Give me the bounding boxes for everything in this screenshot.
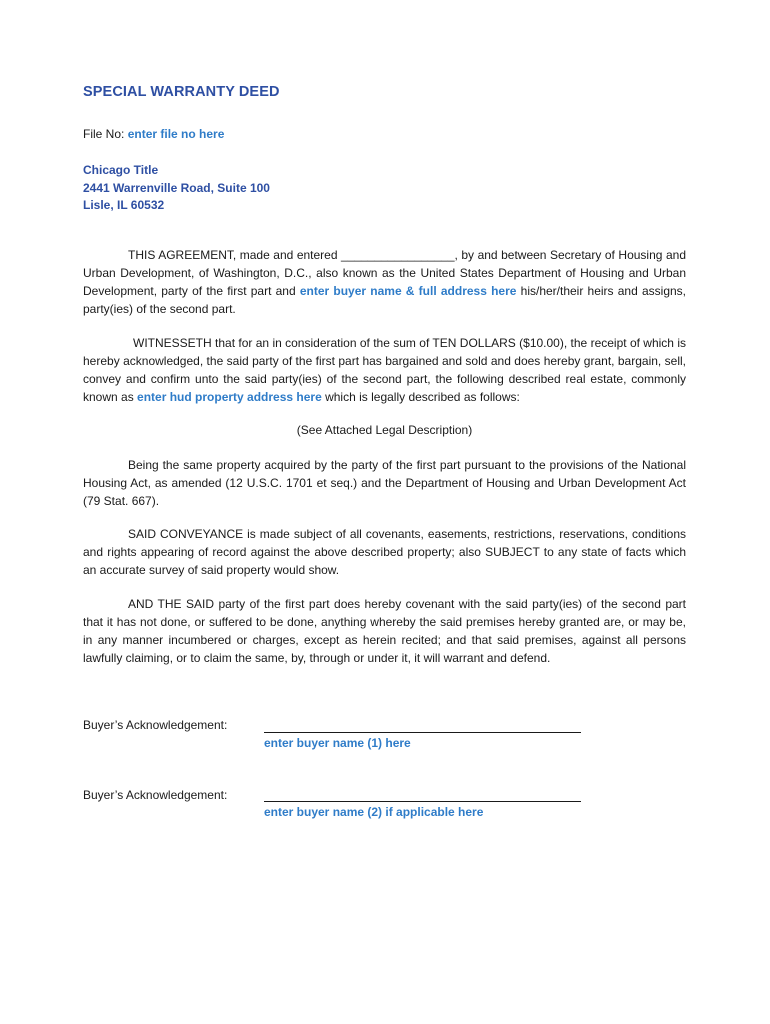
conveyance-paragraph: SAID CONVEYANCE is made subject of all covenants, easements, restrictions, reservations, conditions and rights appearing of record against the above described property; also SUBJECT to any state of facts which an accurate survey of said property would show. [83, 527, 686, 577]
address-line-company: Chicago Title [83, 163, 159, 177]
address-line-street: 2441 Warrenville Road, Suite 100 [83, 180, 270, 195]
buyer-name-field-2[interactable]: enter buyer name (2) if applicable here [264, 805, 484, 819]
witnesseth-text-end: which is legally described as follows: [321, 390, 520, 404]
agreement-text-start: THIS AGREEMENT, made and entered _________________, by and between Secretary of Housing and Urban Development, of Washington, D.C., also known as the United States Department of Housing and Urban Development, party of the first part and [83, 248, 686, 298]
signature-line-2[interactable] [264, 801, 581, 802]
witnesseth-paragraph [83, 334, 686, 406]
agreement-paragraph [83, 246, 686, 318]
file-number-field[interactable]: enter file no here [127, 127, 225, 141]
legal-description-note: (See Attached Legal Description) [296, 423, 473, 437]
file-number-label: File No: [83, 127, 125, 141]
buyer-acknowledgement-label-1: Buyer’s Acknowledgement: [83, 718, 228, 732]
agreement-text-end: his/her/their heirs and assigns, party(ies) of the second part. [83, 284, 687, 316]
file-number-line [83, 127, 224, 141]
address-line-city: Lisle, IL 60532 [83, 198, 165, 212]
witnesseth-text-start: WITNESSETH that for an in consideration of the sum of TEN DOLLARS ($10.00), the receipt of which is hereby acknowledged, the said party of the first part has bargained and sold and does hereby grant, bargain, sell, convey and confirm unto the said party(ies) of the second part, the following described real estate, commonly known as [83, 336, 686, 404]
buyer-acknowledgement-label-2: Buyer’s Acknowledgement: [83, 788, 228, 802]
same-property-paragraph: Being the same property acquired by the party of the first part pursuant to the provisions of the National Housing Act, as amended (12 U.S.C. 1701 et seq.) and the Department of Housing and Urban Development Act (79 Stat. 667). [83, 458, 686, 508]
buyer-name-address-field[interactable]: enter buyer name & full address here [299, 284, 517, 298]
covenant-paragraph: AND THE SAID party of the first part does hereby covenant with the said party(ies) of the second part that it has not done, or suffered to be done, anything whereby the said premises hereby granted are, or may be, in any manner incumbered or charges, except as herein recited; and that said premises, against all persons lawfully claiming, or to claim the same, by, through or under it, it will warrant and defend. [83, 597, 686, 665]
buyer-name-field-1[interactable]: enter buyer name (1) here [264, 736, 411, 750]
return-address [83, 162, 270, 215]
document-title: SPECIAL WARRANTY DEED [83, 84, 280, 100]
property-address-field[interactable]: enter hud property address here [137, 390, 322, 404]
signature-line-1[interactable] [264, 732, 581, 733]
